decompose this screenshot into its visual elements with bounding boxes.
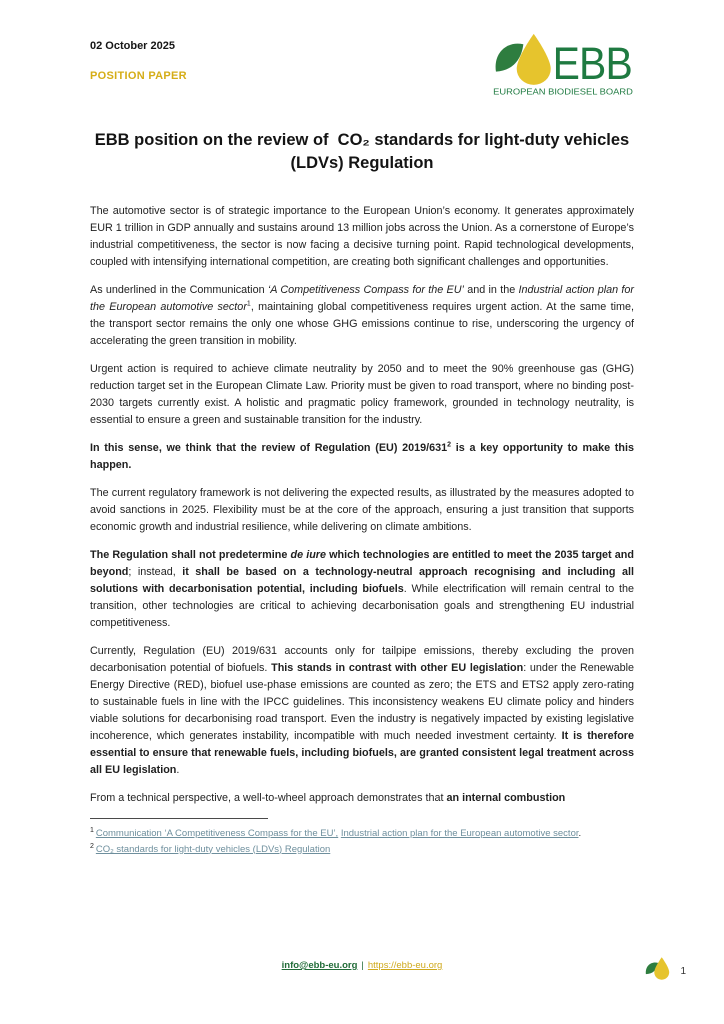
- text-run: de iure: [290, 549, 327, 561]
- footnotes: [90, 826, 634, 857]
- text-run: Currently, Regulation (EU) 2019/631 accounts only for tailpipe emissions, thereby excluding the proven decarbonisation potential of biofuels.: [90, 645, 634, 674]
- text-run: which technologies are entitled to meet the 2035 target and beyond: [90, 549, 634, 578]
- paragraph-regulatory-framework: [90, 485, 634, 536]
- header-left: [90, 30, 187, 82]
- text-run: : under the Renewable Energy Directive (RED), biofuel use-phase emissions are counted as zero; the ETS and ETS2 apply zero-rating to sustainable fuels in line with the IPCC guidelines. This inconsistency weakens EU climate policy and hinders viable solutions for decarbonising road transport. Even the industry is negatively impacted by existing legislative incoherence, which generates instability, incompatible with much needed investment certainty.: [90, 662, 634, 742]
- footnote-2: [90, 842, 634, 858]
- paragraph-technology-neutral: [90, 547, 634, 632]
- text-run: In this sense, we think that the review of Regulation (EU) 2019/631: [90, 442, 448, 454]
- logo-subtitle: EUROPEAN BIODIESEL BOARD: [493, 86, 633, 97]
- text-run: and in the: [463, 284, 519, 296]
- footer-droplet-icon: [654, 957, 669, 979]
- footer-separator: |: [361, 960, 364, 971]
- text-run: ; instead,: [128, 566, 183, 578]
- ebb-logo-graphic: [492, 32, 634, 100]
- text-run: ‘A Competitiveness Compass for the EU’: [267, 284, 464, 296]
- text-run: The current regulatory framework is not delivering the expected results, as illustrated by the measures adopted to avoid sanctions in 2025. Flexibility must be at the core of the approach, ensuring a just transition that supports economic growth and industrial resilience, while delivering on climate ambitions.: [90, 487, 634, 533]
- footer-logo-icon: [644, 956, 672, 986]
- text-run: an internal combustion: [446, 792, 566, 804]
- paragraph-climate-neutrality: [90, 361, 634, 429]
- text-run: .: [176, 764, 180, 776]
- paragraph-key-opportunity: [90, 440, 634, 474]
- ebb-logo: [492, 32, 634, 105]
- paragraph-well-to-wheel: [90, 790, 634, 807]
- logo-acronym: EBB: [552, 38, 632, 90]
- superscript-marker: 1: [246, 300, 251, 308]
- text-run: It is therefore essential to ensure that renewable fuels, including biofuels, are granted consistent legal treatment across all EU legislation: [90, 730, 634, 776]
- text-run: From a technical perspective, a well-to-wheel approach demonstrates that: [90, 792, 447, 804]
- text-run: Urgent action is required to achieve climate neutrality by 2050 and to meet the 90% greenhouse gas (GHG) reduction target set in the European Climate Law. Priority must be given to road transport, where no binding post-2030 targets currently exist. A holistic and pragmatic policy framework, grounded in technology neutrality, is essential to ensure a green and sustainable transition for the industry.: [90, 363, 634, 426]
- text-run: .: [578, 828, 582, 839]
- paragraph-intro: [90, 203, 634, 271]
- text-run: it shall be based on a technology-neutral approach recognising and including all solutions with decarbonisation potential, including biofuels: [90, 566, 634, 595]
- text-run: The automotive sector is of strategic importance to the European Union’s economy. It generates approximately EUR 1 trillion in GDP annually and sustains around 13 million jobs across the Union. As a cornerstone of Europe’s industrial competitiveness, the sector is now facing a decisive turning point. Rapid technological developments, coupled with intensifying international competition, are creating both significant challenges and opportunities.: [90, 205, 634, 268]
- paragraph-communication: [90, 282, 634, 350]
- text-run: , maintaining global competitiveness requires urgent action. At the same time, the transport sector remains the only one whose GHG emissions continue to rise, underscoring the urgency of accelerating the green transition in mobility.: [90, 301, 634, 347]
- document-date: 02 October 2025: [90, 40, 175, 52]
- footnote-link[interactable]: Communication ‘A Competitiveness Compass for the EU’,: [95, 828, 339, 839]
- footnote-separator: [90, 818, 268, 819]
- footnote-link[interactable]: CO₂ standards for light-duty vehicles (LDVs) Regulation: [95, 843, 331, 855]
- page-number: 1: [680, 966, 686, 977]
- footnote-1: [90, 826, 634, 842]
- text-run: . While electrification will remain central to the transition, other technologies are critical to achieving decarbonisation goals and strengthening EU industrial competitiveness.: [90, 583, 634, 629]
- text-run: As underlined in the Communication: [90, 284, 268, 296]
- page-footer: [0, 960, 724, 1000]
- document-kicker: POSITION PAPER: [90, 70, 187, 82]
- logo-droplet-icon: [517, 34, 551, 85]
- superscript-marker: 1: [90, 826, 96, 834]
- paragraph-tailpipe-emissions: [90, 643, 634, 779]
- text-run: The Regulation shall not predetermine: [90, 549, 291, 561]
- superscript-marker: 2: [90, 842, 96, 850]
- page-title: EBB position on the review of CO₂ standards for light-duty vehicles (LDVs) Regulation: [94, 131, 630, 172]
- text-run: is a key opportunity to make this happen.: [90, 442, 634, 471]
- text-run: Industrial action plan for the European automotive sector: [90, 284, 634, 313]
- header: [90, 30, 634, 105]
- footer-email-link[interactable]: info@ebb-eu.org: [281, 960, 358, 971]
- footer-links: [0, 960, 724, 971]
- document-body: [90, 203, 634, 807]
- text-run: This stands in contrast with other EU legislation: [271, 662, 524, 674]
- footnote-link[interactable]: Industrial action plan for the European automotive sector: [340, 828, 579, 839]
- superscript-marker: 2: [447, 441, 452, 449]
- footer-url-link[interactable]: https://ebb-eu.org: [367, 960, 443, 971]
